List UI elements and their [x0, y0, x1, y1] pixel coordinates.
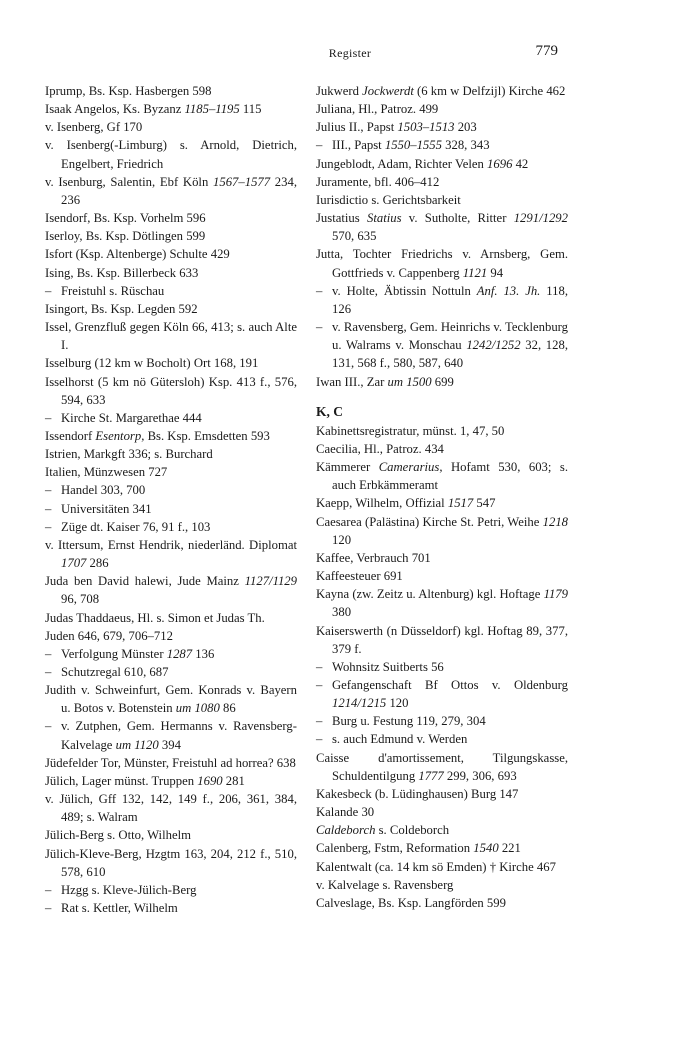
- entry-text: Jülich, Lager münst. Truppen: [45, 773, 198, 788]
- entry-text-italic: Caldeborch: [316, 823, 376, 838]
- entry-text-italic: um 1080: [175, 701, 220, 716]
- entry-text: Kakesbeck (b. Lüdinghausen) Burg 147: [316, 786, 519, 801]
- index-entry: [45, 318, 297, 354]
- entry-text: v. Ravensberg, Gem. Heinrichs v. Tecklenburg u. Walrams v. Monschau: [332, 320, 569, 353]
- entry-text: v. Isenberg, Gf 170: [45, 120, 143, 135]
- index-entry: [45, 354, 297, 372]
- index-subentry: [45, 717, 297, 753]
- section-gap: [316, 391, 568, 403]
- entry-text: Calenberg, Fstm, Reformation: [316, 841, 474, 856]
- index-entry: [316, 440, 568, 458]
- entry-text-italic: 1287: [166, 646, 193, 661]
- entry-text-italic: 1503–1513: [397, 120, 455, 135]
- index-entry: [45, 82, 297, 100]
- index-entry: [45, 427, 297, 445]
- index-entry: [45, 373, 297, 409]
- index-entry: [316, 494, 568, 512]
- entry-text-italic: 1121: [462, 265, 488, 280]
- entry-text: Kabinettsregistratur, münst. 1, 47, 50: [316, 423, 505, 438]
- entry-text: 86: [219, 701, 236, 716]
- entry-text-italic: 1242/1252: [466, 338, 521, 353]
- entry-text-italic: um 1120: [115, 737, 159, 752]
- index-entry: [316, 458, 568, 494]
- index-entry: [316, 785, 568, 803]
- index-entry: [316, 821, 568, 839]
- index-entry: [316, 173, 568, 191]
- entry-text: Judith v. Schweinfurt, Gem. Konrads v. Bayern u. Botos v. Botenstein: [45, 683, 297, 716]
- entry-text: Jülich-Kleve-Berg, Hzgtm 163, 204, 212 f., 510, 578, 610: [45, 846, 297, 879]
- running-head: [0, 43, 700, 66]
- entry-text: Jülich-Berg s. Otto, Wilhelm: [45, 828, 191, 843]
- index-entry: [316, 513, 568, 549]
- subentry-dash: –: [45, 501, 52, 516]
- entry-text: Kaffeesteuer 691: [316, 569, 403, 584]
- entry-text: Kaffee, Verbrauch 701: [316, 550, 431, 565]
- subentry-dash: –: [45, 483, 52, 498]
- entry-text-italic: um 1500: [387, 374, 432, 389]
- entry-text-italic: 1690: [197, 773, 223, 788]
- index-entry: [316, 858, 568, 876]
- entry-text: Jüdefelder Tor, Münster, Freistuhl ad horrea? 638: [45, 755, 296, 770]
- entry-text-italic: 1777: [418, 768, 444, 783]
- index-entry: [316, 118, 568, 136]
- entry-text: Gefangenschaft Bf Ottos v. Oldenburg: [332, 678, 568, 692]
- page-header-title: Register: [328, 46, 372, 60]
- entry-text: Judas Thaddaeus, Hl. s. Simon et Judas Th.: [45, 610, 265, 625]
- entry-text: 120: [332, 532, 352, 547]
- entry-text: Caesarea (Palästina) Kirche St. Petri, Weihe: [316, 514, 543, 529]
- subentry-dash: –: [45, 882, 52, 897]
- index-entry: [316, 191, 568, 209]
- index-subentry: [316, 712, 568, 730]
- index-entry: [45, 790, 297, 826]
- entry-text: v. Isenburg, Salentin, Ebf Köln: [45, 174, 213, 189]
- index-subentry: [316, 136, 568, 154]
- subentry-dash: –: [316, 678, 323, 692]
- entry-text: v. Jülich, Gff 132, 142, 149 f., 206, 361, 384, 489; s. Walram: [45, 792, 297, 825]
- entry-text: Isaak Angelos, Ks. Byzanz: [45, 102, 185, 117]
- entry-text: Kaepp, Wilhelm, Offizial: [316, 496, 448, 511]
- entry-text: v. Kalvelage s. Ravensberg: [316, 877, 454, 892]
- index-subentry: [316, 282, 568, 318]
- index-entry: [316, 894, 568, 912]
- entry-text: Julius II., Papst: [316, 120, 398, 135]
- subentry-dash: –: [45, 719, 52, 734]
- entry-text: 299, 306, 693: [443, 768, 517, 783]
- entry-text: Hzgg s. Kleve-Jülich-Berg: [61, 882, 197, 897]
- entry-text: Caisse d'amortissement, Tilgungskasse, Schuldentilgung: [316, 750, 568, 783]
- entry-text: 286: [86, 556, 109, 571]
- entry-text: 221: [498, 841, 521, 856]
- entry-text: Isendorf, Bs. Ksp. Vorhelm 596: [45, 211, 206, 226]
- index-entry: [45, 681, 297, 717]
- entry-text: Isingort, Bs. Ksp. Legden 592: [45, 301, 198, 316]
- entry-text-italic: Jockwerdt: [362, 84, 414, 98]
- entry-text: Iprump, Bs. Ksp. Hasbergen 598: [45, 84, 212, 98]
- index-entry: [316, 422, 568, 440]
- entry-text: Freistuhl s. Rüschau: [61, 283, 165, 298]
- entry-text: Calveslage, Bs. Ksp. Langförden 599: [316, 895, 506, 910]
- index-entry: [45, 772, 297, 790]
- entry-text: Italien, Münzwesen 727: [45, 465, 168, 480]
- index-subentry: [45, 409, 297, 427]
- entry-text: Hofamt 530, 603; s. auch Erbkämmeramt: [332, 460, 568, 493]
- index-entry: [316, 622, 568, 658]
- entry-text: Iurisdictio s. Gerichtsbarkeit: [316, 192, 461, 207]
- entry-text-italic: Camerarius,: [378, 460, 443, 475]
- index-subentry: [316, 318, 568, 372]
- page-number: 779: [535, 43, 558, 59]
- index-entry: [316, 567, 568, 585]
- subentry-dash: –: [45, 665, 52, 679]
- entry-text: III., Papst: [332, 138, 385, 153]
- entry-text-italic: Esentorp,: [95, 428, 145, 443]
- entry-text-italic: 1696: [487, 156, 513, 171]
- entry-text: Justatius: [316, 211, 367, 226]
- index-entry: [45, 572, 297, 608]
- subentry-dash: –: [316, 732, 323, 747]
- entry-text: 328, 343: [441, 138, 490, 153]
- entry-text: Isselhorst (5 km nö Gütersloh) Ksp. 413 f., 576, 594, 633: [45, 374, 297, 407]
- entry-text: Caecilia, Hl., Patroz. 434: [316, 441, 444, 456]
- index-entry: [45, 463, 297, 481]
- entry-text: Juliana, Hl., Patroz. 499: [316, 102, 439, 117]
- index-subentry: [45, 881, 297, 899]
- index-subentry: [45, 899, 297, 917]
- entry-text-italic: 1540: [473, 841, 499, 856]
- index-entry: [316, 749, 568, 785]
- entry-text-italic: 1291/1292: [513, 211, 568, 226]
- entry-text-italic: Anf. 13. Jh.: [476, 283, 541, 298]
- entry-text: Issel, Grenzfluß gegen Köln 66, 413; s. auch Alte I.: [45, 320, 297, 353]
- index-subentry: [45, 500, 297, 518]
- index-subentry: [45, 663, 297, 681]
- entry-text: Juramente, bfl. 406–412: [316, 174, 440, 189]
- entry-text: Kämmerer: [316, 460, 379, 475]
- entry-text: Bs. Ksp. Emsdetten 593: [144, 428, 270, 443]
- entry-text: Wohnsitz Suitberts 56: [332, 659, 444, 674]
- entry-text: 136: [192, 646, 215, 661]
- entry-text: Kalande 30: [316, 805, 375, 820]
- index-entry: [316, 803, 568, 821]
- entry-text: 42: [512, 156, 529, 171]
- index-subentry: [45, 645, 297, 663]
- entry-text-italic: 1214/1215: [332, 696, 387, 711]
- entry-text: Jukwerd: [316, 84, 363, 98]
- entry-text: Schutzregal 610, 687: [61, 665, 169, 679]
- index-entry: [316, 373, 568, 391]
- entry-text: 547: [473, 496, 496, 511]
- subentry-dash: –: [45, 410, 52, 425]
- entry-text: Juda ben David halewi, Jude Mainz: [45, 574, 245, 589]
- entry-text: Verfolgung Münster: [61, 646, 167, 661]
- index-entry: [316, 209, 568, 245]
- index-entry: [45, 826, 297, 844]
- entry-text: s. Coldeborch: [375, 823, 450, 838]
- entry-text-italic: 1218: [542, 514, 568, 529]
- index-column-right: [316, 82, 568, 912]
- entry-text: Iwan III., Zar: [316, 374, 388, 389]
- subentry-dash: –: [316, 659, 323, 674]
- index-entry: [45, 264, 297, 282]
- subentry-dash: –: [316, 320, 323, 335]
- entry-text: s. auch Edmund v. Werden: [332, 732, 468, 747]
- entry-text: Kalentwalt (ca. 14 km sö Emden) † Kirche 467: [316, 859, 556, 874]
- entry-text: Rat s. Kettler, Wilhelm: [61, 901, 178, 916]
- entry-text-italic: 1179: [543, 587, 568, 602]
- entry-text: Universitäten 341: [61, 501, 152, 516]
- section-heading: K, C: [316, 403, 343, 419]
- entry-text: Isselburg (12 km w Bocholt) Ort 168, 191: [45, 356, 259, 371]
- subentry-dash: –: [316, 138, 323, 153]
- entry-text: 234, 236: [61, 174, 297, 207]
- entry-text: Handel 303, 700: [61, 483, 146, 498]
- entry-text: 570, 635: [332, 229, 377, 244]
- entry-text: 203: [454, 120, 477, 135]
- index-entry: [45, 609, 297, 627]
- index-entry: [45, 245, 297, 263]
- index-entry: [45, 209, 297, 227]
- entry-text: 120: [386, 696, 409, 711]
- entry-text-italic: 1517: [447, 496, 474, 511]
- entry-text-italic: 1127/1129: [244, 574, 297, 589]
- index-entry: [316, 585, 568, 621]
- index-entry: [316, 876, 568, 894]
- entry-text: 699: [431, 374, 454, 389]
- index-entry: [45, 627, 297, 645]
- entry-text: v. Zutphen, Gem. Hermanns v. Ravensberg-Kalvelage: [61, 719, 297, 752]
- index-entry: [316, 839, 568, 857]
- entry-text: Istrien, Markgft 336; s. Burchard: [45, 447, 213, 462]
- index-entry: [45, 754, 297, 772]
- index-subentry: [316, 730, 568, 748]
- entry-text: Iserloy, Bs. Ksp. Dötlingen 599: [45, 229, 206, 244]
- entry-text: Burg u. Festung 119, 279, 304: [332, 714, 486, 729]
- index-subentry: [45, 518, 297, 536]
- entry-text: 118, 126: [332, 283, 568, 316]
- entry-text-italic: 1550–1555: [384, 138, 442, 153]
- subentry-dash: –: [316, 283, 323, 298]
- entry-text: 394: [158, 737, 181, 752]
- index-entry: [45, 300, 297, 318]
- entry-text: 281: [222, 773, 245, 788]
- entry-text-italic: Statius: [366, 211, 402, 226]
- index-entry: [45, 445, 297, 463]
- entry-text: Jungeblodt, Adam, Richter Velen: [316, 156, 488, 171]
- entry-text: Kirche St. Margarethae 444: [61, 410, 202, 425]
- subentry-dash: –: [45, 646, 52, 661]
- entry-text: Isfort (Ksp. Altenberge) Schulte 429: [45, 247, 230, 262]
- entry-text: v. Ittersum, Ernst Hendrik, niederländ. Diplomat: [45, 537, 297, 552]
- index-subentry: [45, 481, 297, 499]
- index-entry: [45, 118, 297, 136]
- entry-text-italic: 1567–1577: [213, 174, 271, 189]
- entry-text: 94: [487, 265, 504, 280]
- entry-text: Ising, Bs. Ksp. Billerbeck 633: [45, 265, 199, 280]
- index-subentry: [45, 282, 297, 300]
- index-entry: [316, 100, 568, 118]
- index-entry: [45, 136, 297, 172]
- entry-text: Juden 646, 679, 706–712: [45, 628, 173, 643]
- entry-text-italic: 1707: [61, 556, 87, 571]
- index-entry: [316, 549, 568, 567]
- index-subentry: [316, 658, 568, 676]
- entry-text: Jutta, Tochter Friedrichs v. Arnsberg, Gem. Gottfrieds v. Cappenberg: [316, 247, 568, 280]
- index-entry: [316, 155, 568, 173]
- entry-text: 380: [332, 605, 352, 620]
- entry-text: 96, 708: [61, 592, 100, 607]
- entry-text: v. Holte, Äbtissin Nottuln: [332, 283, 477, 298]
- entry-text: v. Isenberg(-Limburg) s. Arnold, Dietrich, Engelbert, Friedrich: [45, 138, 297, 171]
- entry-text: (6 km w Delfzijl) Kirche 462: [413, 84, 566, 98]
- subentry-dash: –: [45, 283, 52, 298]
- index-column-left: [45, 82, 297, 917]
- subentry-dash: –: [45, 901, 52, 916]
- index-entry: [316, 82, 568, 100]
- index-entry: [45, 173, 297, 209]
- index-subentry: [316, 676, 568, 712]
- index-entry: [316, 245, 568, 281]
- entry-text: Kayna (zw. Zeitz u. Altenburg) kgl. Hoftage: [316, 587, 544, 602]
- entry-text: 115: [239, 102, 262, 117]
- index-entry: [45, 536, 297, 572]
- index-entry: [45, 100, 297, 118]
- index-entry: [45, 845, 297, 881]
- entry-text: Kaiserswerth (n Düsseldorf) kgl. Hoftag 89, 377, 379 f.: [316, 623, 568, 656]
- entry-text: Issendorf: [45, 428, 96, 443]
- entry-text: v. Sutholte, Ritter: [401, 211, 514, 226]
- entry-text-italic: 1185–1195: [184, 102, 240, 117]
- entry-text: 32, 128, 131, 568 f., 580, 587, 640: [332, 338, 568, 371]
- index-entry: [45, 227, 297, 245]
- subentry-dash: –: [45, 519, 52, 534]
- entry-text: Züge dt. Kaiser 76, 91 f., 103: [61, 519, 211, 534]
- subentry-dash: –: [316, 714, 323, 729]
